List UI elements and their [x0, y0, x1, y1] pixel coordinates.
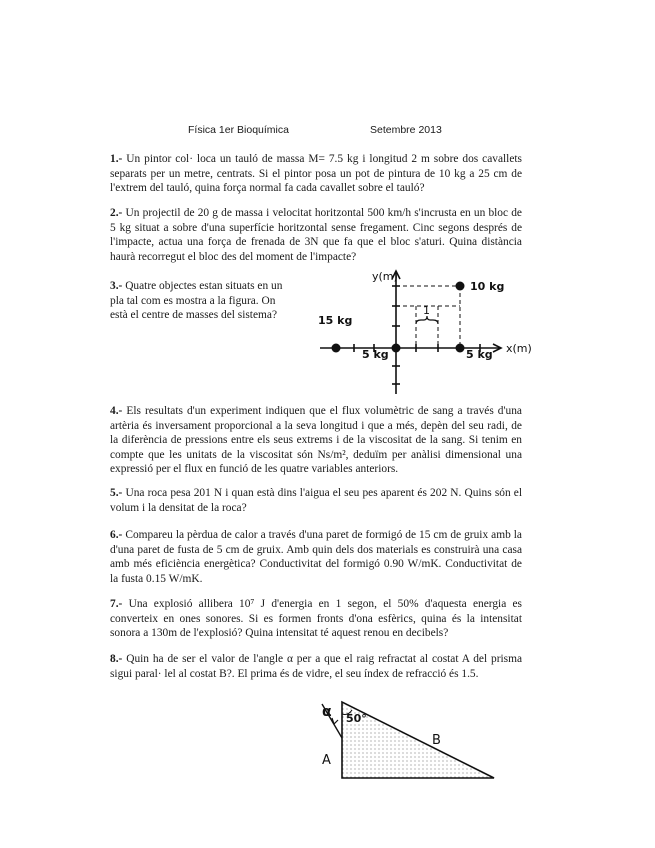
question-7 — [110, 597, 522, 641]
unit-label: 1 — [423, 304, 430, 317]
question-number: 6.- — [110, 529, 123, 541]
mass-right-dot — [456, 344, 465, 353]
question-1 — [110, 152, 522, 196]
question-number: 2.- — [110, 207, 123, 219]
prism-figure — [310, 692, 510, 792]
question-number: 8.- — [110, 653, 123, 665]
question-number: 4.- — [110, 405, 123, 417]
question-text: Un pintor col· loca un tauló de massa M= 7.5 kg i longitud 2 m sobre dos cavallets separats per un metre, centrats. Si el pintor posa un pot de pintura de 10 kg a 25 cm de l'extrem del tauló, quina força normal fa cada cavallet sobre el tauló? — [110, 153, 522, 195]
question-3 — [110, 279, 295, 323]
question-text: Quatre objectes estan situats en un pla tal com es mostra a la figura. On està el centre de masses del sistema? — [110, 280, 283, 322]
side-a-label: A — [322, 753, 331, 768]
question-text: Quin ha de ser el valor de l'angle α per a que el raig refractat al costat A del prisma sigui paral· lel al costat B?. El prima és de vidre, el seu índex de refracció és 1.5. — [110, 653, 522, 680]
question-6 — [110, 528, 522, 586]
question-2 — [110, 206, 522, 264]
mass-origin-label: 5 kg — [362, 348, 389, 361]
question-number: 3.- — [110, 280, 123, 292]
question-5 — [110, 486, 522, 515]
question-text: Compareu la pèrdua de calor a través d'una paret de formigó de 15 cm de gruix amb la d'una paret de fusta de 5 cm de gruix. Amb quin dels dos materials es construirà una casa amb més eficiència energètica? Conductivitat del formigó 0.90 W/mK. Conductivitat de la fusta 0.15 W/mK. — [110, 529, 522, 585]
mass-top-right-dot — [456, 282, 465, 291]
mass-right-label: 5 kg — [466, 348, 493, 361]
question-8 — [110, 652, 522, 681]
masses-figure — [300, 262, 550, 402]
question-number: 7.- — [110, 598, 123, 610]
mass-origin-dot — [392, 344, 401, 353]
question-4 — [110, 404, 522, 477]
question-number: 1.- — [110, 153, 123, 165]
question-number: 5.- — [110, 487, 123, 499]
course-title: Física 1er Bioquímica — [188, 124, 289, 136]
x-axis-label: x(m) — [506, 342, 532, 355]
exam-date: Setembre 2013 — [370, 124, 442, 136]
mass-left-label: 15 kg — [318, 314, 353, 327]
question-text: Els resultats d'un experiment indiquen que el flux volumètric de sang a través d'una artèria és inversament proporcional a la seva longitud i que a més, depèn del seu radi, de la diferència de pressions entre els seus extrems i de la viscositat de la sang. Si tenim en compte que les unitats de la viscositat són Ns/m², deduïm per anàlisi dimensional una expressió per el flux en funció de les quatre variables anteriors. — [110, 405, 522, 476]
question-text: Una roca pesa 201 N i quan està dins l'aigua el seu pes aparent és 202 N. Quins són el volum i la densitat de la roca? — [110, 487, 522, 514]
y-axis-label: y(m) — [372, 270, 398, 283]
side-b-label: B — [432, 733, 441, 748]
unit-brace — [416, 316, 438, 324]
question-text: Un projectil de 20 g de massa i velocitat horitzontal 500 km/h s'incrusta en un bloc de 5 kg situat a sobre d'una superfície horitzontal sense fregament. Cinc segons després de l'impacte, actua una força de frenada de 3N que fa que el bloc s'aturi. Quina distància haurà recorregut el bloc des del moment de l'impacte? — [110, 207, 522, 263]
alpha-label: α — [322, 704, 332, 720]
mass-top-right-label: 10 kg — [470, 280, 505, 293]
mass-left-dot — [332, 344, 341, 353]
angle-label: 50° — [346, 712, 367, 725]
question-text: Una explosió allibera 10⁷ J d'energia en 1 segon, el 50% d'aquesta energia es converteix en ones sonores. Si es formen fronts d'ona esfèrics, quina és la intensitat sonora a 130m de l'explosió? Quina intensitat té aquest renou en decibels? — [110, 598, 522, 640]
